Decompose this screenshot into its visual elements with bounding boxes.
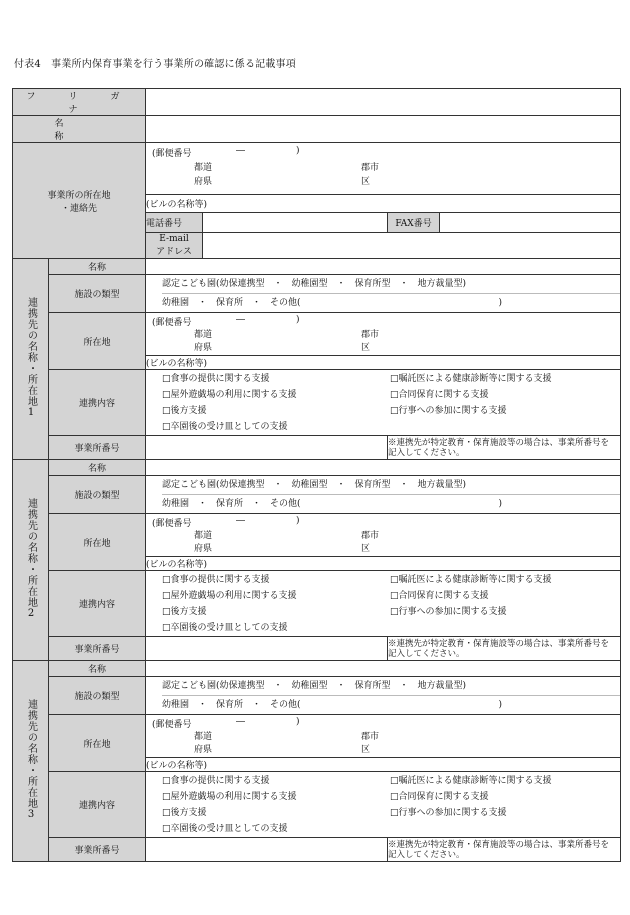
s2-type-field[interactable] <box>146 476 621 514</box>
postal-dash: ― <box>236 145 246 156</box>
s2-note-2: 記入してください。 <box>388 648 465 659</box>
s1-collab-label: 連携内容 <box>49 370 146 436</box>
s1-type-line2: 幼稚園 ・ 保育所 ・ その他( ) <box>162 293 620 312</box>
s1-type-line1: 認定こども園(幼保連携型 ・ 幼稚園型 ・ 保育所型 ・ 地方裁量型) <box>162 279 467 289</box>
s2-location-label: 所在地 <box>49 514 146 571</box>
s3-collab-playground[interactable]: □屋外遊戯場の利用に関する支援 <box>162 791 297 802</box>
fax-field[interactable] <box>440 213 621 233</box>
s2-name-field[interactable] <box>146 460 621 476</box>
s2-name-label: 名称 <box>49 460 146 476</box>
s1-office-boxes[interactable] <box>146 436 388 460</box>
s1-collab-joint[interactable]: □合同保育に関する支援 <box>390 389 489 400</box>
s3-gunshi: 郡市 <box>361 732 380 742</box>
s1-dash: ― <box>236 315 246 325</box>
s2-office-label: 事業所番号 <box>49 637 146 661</box>
form-table <box>12 88 621 862</box>
s3-collab-events[interactable]: □行事への参加に関する支援 <box>390 807 507 818</box>
s3-office-label: 事業所番号 <box>49 838 146 862</box>
s1-close: ) <box>296 315 300 325</box>
s1-note-2: 記入してください。 <box>388 447 465 458</box>
s3-type-field[interactable] <box>146 677 621 715</box>
furigana-label: フ リ ガ ナ <box>13 89 146 116</box>
s1-ku: 区 <box>361 343 371 353</box>
s2-collab-field <box>146 571 621 637</box>
s3-postal: (郵便番号 <box>152 720 192 730</box>
s2-collab-doctor[interactable]: □嘱託医による健康診断等に関する支援 <box>390 574 552 585</box>
s2-office-note <box>388 637 621 661</box>
section-1-label-text: 連携先の名称・所在地1 <box>25 296 37 419</box>
s2-building-field[interactable]: (ビルの名称等) <box>146 557 621 571</box>
s3-name-field[interactable] <box>146 661 621 677</box>
s3-address-field[interactable] <box>146 715 621 758</box>
s3-ku: 区 <box>361 745 371 755</box>
s2-fuken: 府県 <box>194 544 213 554</box>
s1-collab-playground[interactable]: □屋外遊戯場の利用に関する支援 <box>162 389 297 400</box>
s2-close: ) <box>296 516 300 526</box>
s2-ku: 区 <box>361 544 371 554</box>
postal-label: (郵便番号 <box>152 148 192 159</box>
s2-collab-label: 連携内容 <box>49 571 146 637</box>
s1-type-field[interactable] <box>146 275 621 313</box>
email-label-1: E-mail <box>159 234 189 244</box>
location-label-2: ・連絡先 <box>61 203 98 214</box>
s1-type-label: 施設の類型 <box>49 275 146 313</box>
s3-office-note <box>388 838 621 862</box>
s3-note-2: 記入してください。 <box>388 849 465 860</box>
email-label <box>146 233 203 259</box>
s3-collab-field <box>146 772 621 838</box>
section-2-label-text: 連携先の名称・所在地2 <box>25 497 37 620</box>
s3-close: ) <box>296 717 300 727</box>
postal-close: ) <box>296 145 300 156</box>
s2-collab-meals[interactable]: □食事の提供に関する支援 <box>162 574 270 585</box>
section-2-label <box>13 460 49 661</box>
fuken-label: 府県 <box>194 176 213 187</box>
s3-type-line1: 認定こども園(幼保連携型 ・ 幼稚園型 ・ 保育所型 ・ 地方裁量型) <box>162 681 467 691</box>
s1-location-label: 所在地 <box>49 313 146 370</box>
building-field[interactable]: (ビルの名称等) <box>146 195 621 213</box>
location-label-1: 事業所の所在地 <box>47 190 111 201</box>
gunshi-label: 郡市 <box>361 162 380 173</box>
s2-collab-events[interactable]: □行事への参加に関する支援 <box>390 606 507 617</box>
s1-note-1: ※連携先が特定教育・保育施設等の場合は、事業所番号を <box>388 437 610 448</box>
s1-address-field[interactable] <box>146 313 621 356</box>
furigana-field[interactable] <box>146 89 621 116</box>
s1-collab-field <box>146 370 621 436</box>
s1-office-note <box>388 436 621 460</box>
section-1-label <box>13 259 49 460</box>
location-label <box>13 143 146 259</box>
section-3-label <box>13 661 49 862</box>
s2-address-field[interactable] <box>146 514 621 557</box>
s3-collab-meals[interactable]: □食事の提供に関する支援 <box>162 775 270 786</box>
s3-collab-backup[interactable]: □後方支援 <box>162 807 207 818</box>
s3-collab-doctor[interactable]: □嘱託医による健康診断等に関する支援 <box>390 775 552 786</box>
tel-field[interactable] <box>203 213 388 233</box>
s3-location-label: 所在地 <box>49 715 146 772</box>
tel-label: 電話番号 <box>146 213 203 233</box>
s2-type-line1: 認定こども園(幼保連携型 ・ 幼稚園型 ・ 保育所型 ・ 地方裁量型) <box>162 480 467 490</box>
s3-building-field[interactable]: (ビルの名称等) <box>146 758 621 772</box>
s1-name-label: 名称 <box>49 259 146 275</box>
s1-collab-meals[interactable]: □食事の提供に関する支援 <box>162 373 270 384</box>
s3-name-label: 名称 <box>49 661 146 677</box>
s2-collab-joint[interactable]: □合同保育に関する支援 <box>390 590 489 601</box>
s2-dash: ― <box>236 516 246 526</box>
s2-todo: 都道 <box>194 531 213 541</box>
s2-collab-backup[interactable]: □後方支援 <box>162 606 207 617</box>
s2-collab-after[interactable]: □卒園後の受け皿としての支援 <box>162 622 288 633</box>
s1-collab-doctor[interactable]: □嘱託医による健康診断等に関する支援 <box>390 373 552 384</box>
s2-gunshi: 郡市 <box>361 531 380 541</box>
s3-office-boxes[interactable] <box>146 838 388 862</box>
s3-type-label: 施設の類型 <box>49 677 146 715</box>
s2-type-line2: 幼稚園 ・ 保育所 ・ その他( ) <box>162 494 620 513</box>
s1-todo: 都道 <box>194 330 213 340</box>
s3-dash: ― <box>236 717 246 727</box>
s2-type-label: 施設の類型 <box>49 476 146 514</box>
email-field[interactable] <box>203 233 621 259</box>
s3-collab-joint[interactable]: □合同保育に関する支援 <box>390 791 489 802</box>
s1-office-label: 事業所番号 <box>49 436 146 460</box>
fax-label: FAX番号 <box>388 213 440 233</box>
form-title: 付表4 事業所内保育事業を行う事業所の確認に係る記載事項 <box>14 59 296 70</box>
s3-type-line2: 幼稚園 ・ 保育所 ・ その他( ) <box>162 695 620 714</box>
s1-name-field[interactable] <box>146 259 621 275</box>
s1-fuken: 府県 <box>194 343 213 353</box>
email-label-2: アドレス <box>156 247 192 257</box>
section-3-label-text: 連携先の名称・所在地3 <box>25 698 37 821</box>
address-field[interactable] <box>146 143 621 195</box>
s3-collab-after[interactable]: □卒園後の受け皿としての支援 <box>162 823 288 834</box>
s1-building-field[interactable]: (ビルの名称等) <box>146 356 621 370</box>
s1-postal: (郵便番号 <box>152 318 192 328</box>
s1-collab-events[interactable]: □行事への参加に関する支援 <box>390 405 507 416</box>
ku-label: 区 <box>361 176 371 187</box>
s1-collab-after[interactable]: □卒園後の受け皿としての支援 <box>162 421 288 432</box>
s1-collab-backup[interactable]: □後方支援 <box>162 405 207 416</box>
s2-note-1: ※連携先が特定教育・保育施設等の場合は、事業所番号を <box>388 638 610 649</box>
s3-note-1: ※連携先が特定教育・保育施設等の場合は、事業所番号を <box>388 839 610 850</box>
s3-fuken: 府県 <box>194 745 213 755</box>
s2-collab-playground[interactable]: □屋外遊戯場の利用に関する支援 <box>162 590 297 601</box>
s3-todo: 都道 <box>194 732 213 742</box>
name-label: 名 称 <box>13 116 146 143</box>
todo-label: 都道 <box>194 162 213 173</box>
s1-gunshi: 郡市 <box>361 330 380 340</box>
s3-collab-label: 連携内容 <box>49 772 146 838</box>
s2-postal: (郵便番号 <box>152 519 192 529</box>
s2-office-boxes[interactable] <box>146 637 388 661</box>
